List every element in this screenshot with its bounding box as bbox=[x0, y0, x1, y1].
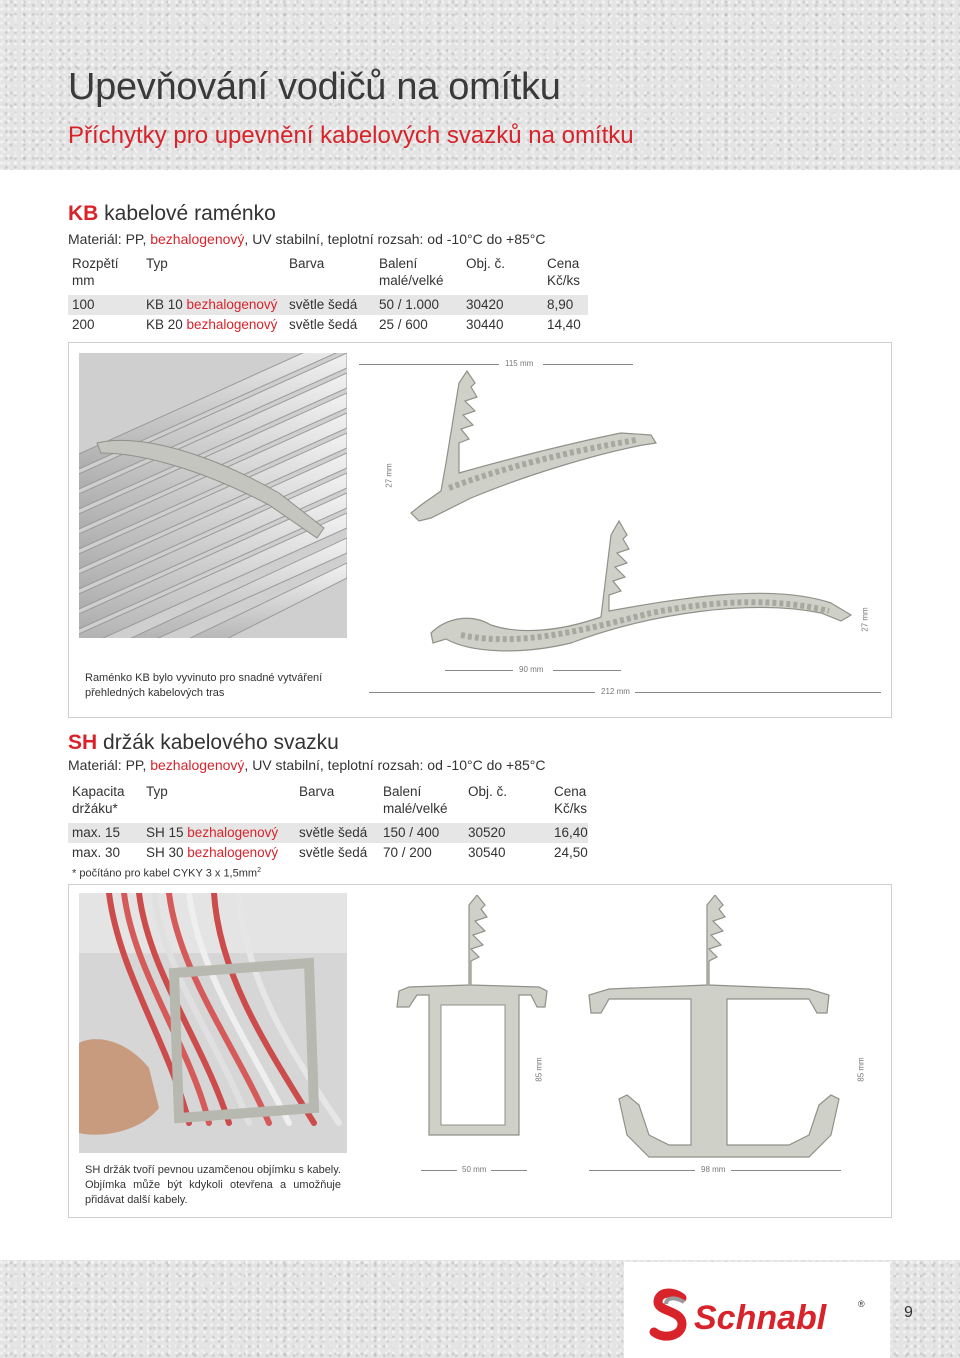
sh-col-type: Typ bbox=[146, 784, 168, 799]
kb-col-pack-l2: malé/velké bbox=[379, 273, 444, 288]
sh-dim-line bbox=[491, 1170, 527, 1171]
kb-photo bbox=[79, 353, 347, 638]
kb-caption: Raménko KB bylo vyvinuto pro snadné vytváření přehledných kabelových tras bbox=[85, 672, 323, 699]
kb-row1-price: 8,90 bbox=[547, 297, 574, 312]
sh-col-price-l1: Cena bbox=[554, 784, 587, 799]
kb-row1-type-code: KB 10 bbox=[146, 297, 183, 312]
kb-col-order: Obj. č. bbox=[466, 256, 506, 271]
kb-dim-line bbox=[369, 692, 595, 693]
kb-col-price-l2: Kč/ks bbox=[547, 273, 581, 288]
kb-dim-27a: 27 mm bbox=[384, 463, 394, 488]
sh-row1-type bbox=[146, 823, 278, 843]
kb-col-span-l1: Rozpětí bbox=[72, 256, 119, 271]
sh-col-price bbox=[554, 783, 587, 817]
sh-col-pack bbox=[383, 783, 448, 817]
kb-material-suffix: , UV stabilní, teplotní rozsah: od -10°C do +85°C bbox=[244, 231, 546, 247]
sh-material bbox=[68, 757, 546, 773]
sh-col-capacity-l2: držáku* bbox=[72, 801, 118, 816]
sh-dim-line bbox=[421, 1170, 457, 1171]
sh-caption: SH držák tvoří pevnou uzamčenou objímku s kabely. Objímka může být kdykoli otevřena a umožňuje přidávat další kabely. bbox=[85, 1164, 341, 1206]
kb-row2-span: 200 bbox=[72, 317, 95, 332]
sh-row2-capacity: max. 30 bbox=[72, 845, 121, 860]
page-subtitle: Příchytky pro upevnění kabelových svazků na omítku bbox=[68, 122, 634, 149]
kb-row2-type-red: bezhalogenový bbox=[186, 317, 278, 332]
kb-photo-image bbox=[79, 353, 347, 638]
sh-product-drawing bbox=[369, 895, 881, 1163]
sh-col-color: Barva bbox=[299, 784, 335, 799]
kb-dim-line bbox=[543, 364, 633, 365]
sh-material-halogen-free: bezhalogenový bbox=[150, 757, 245, 773]
sh-dim-85a: 85 mm bbox=[534, 1057, 544, 1082]
sh-dim-85b: 85 mm bbox=[856, 1057, 866, 1082]
sh-col-price-l2: Kč/ks bbox=[554, 801, 588, 816]
brand-name: Schnabl bbox=[694, 1299, 827, 1337]
sh-photo bbox=[79, 893, 347, 1153]
kb-table bbox=[68, 255, 588, 335]
sh-col-order: Obj. č. bbox=[468, 784, 508, 799]
kb-dim-115: 115 mm bbox=[505, 359, 534, 368]
sh-name: držák kabelového svazku bbox=[97, 731, 339, 754]
sh-footnote-text: * počítáno pro kabel CYKY 3 x 1,5mm bbox=[72, 867, 258, 880]
kb-dim-27b: 27 mm bbox=[860, 607, 870, 632]
kb-dim-90: 90 mm bbox=[519, 665, 544, 674]
kb-dim-line bbox=[359, 364, 499, 365]
kb-material bbox=[68, 231, 546, 247]
table-row bbox=[68, 315, 588, 335]
sh-row1-capacity: max. 15 bbox=[72, 825, 121, 840]
kb-col-span-l2: mm bbox=[72, 273, 95, 288]
sh-material-suffix: , UV stabilní, teplotní rozsah: od -10°C do +85°C bbox=[244, 757, 546, 773]
sh-footnote bbox=[72, 867, 261, 880]
kb-row1-pack: 50 / 1.000 bbox=[379, 297, 440, 312]
kb-dim-212: 212 mm bbox=[601, 687, 630, 696]
sh-col-capacity bbox=[72, 783, 125, 817]
page-number: 9 bbox=[904, 1304, 913, 1321]
sh-row2-type-code: SH 30 bbox=[146, 845, 184, 860]
kb-product-drawing bbox=[351, 363, 881, 693]
page-title: Upevňování vodičů na omítku bbox=[68, 66, 561, 108]
kb-col-pack-l1: Balení bbox=[379, 256, 418, 271]
kb-col-price bbox=[547, 255, 580, 289]
sh-row1-type-red: bezhalogenový bbox=[187, 825, 279, 840]
sh-row2-price: 24,50 bbox=[554, 845, 588, 860]
kb-row2-type-code: KB 20 bbox=[146, 317, 183, 332]
page-header bbox=[0, 0, 960, 170]
sh-col-pack-l1: Balení bbox=[383, 784, 422, 799]
sh-footnote-sup: 2 bbox=[257, 867, 261, 874]
sh-photo-image bbox=[79, 893, 347, 1153]
sh-row1-order: 30520 bbox=[468, 825, 506, 840]
kb-col-pack bbox=[379, 255, 444, 289]
kb-row2-pack: 25 / 600 bbox=[379, 317, 428, 332]
sh-figure bbox=[68, 884, 892, 1218]
sh-col-pack-l2: malé/velké bbox=[383, 801, 448, 816]
kb-col-span bbox=[72, 255, 119, 289]
kb-material-prefix: Materiál: PP, bbox=[68, 231, 151, 247]
kb-col-type: Typ bbox=[146, 256, 168, 271]
sh-col-capacity-l1: Kapacita bbox=[72, 784, 125, 799]
kb-row2-type bbox=[146, 315, 277, 335]
schnabl-logo-icon bbox=[624, 1262, 890, 1358]
kb-code: KB bbox=[68, 202, 99, 225]
sh-row2-order: 30540 bbox=[468, 845, 506, 860]
table-row bbox=[68, 843, 588, 863]
brand-logo bbox=[624, 1262, 890, 1358]
sh-row1-pack: 150 / 400 bbox=[383, 825, 440, 840]
kb-material-halogen-free: bezhalogenový bbox=[150, 231, 245, 247]
kb-dim-line bbox=[445, 670, 513, 671]
sh-material-prefix: Materiál: PP, bbox=[68, 757, 151, 773]
sh-dim-line bbox=[731, 1170, 841, 1171]
kb-dim-line bbox=[635, 692, 881, 693]
kb-row1-type bbox=[146, 295, 277, 315]
kb-row1-color: světle šedá bbox=[289, 297, 358, 312]
kb-row1-type-red: bezhalogenový bbox=[186, 297, 278, 312]
table-row bbox=[68, 823, 588, 843]
sh-row2-color: světle šedá bbox=[299, 845, 368, 860]
sh-dim-line bbox=[589, 1170, 695, 1171]
kb-col-price-l1: Cena bbox=[547, 256, 580, 271]
kb-col-color: Barva bbox=[289, 256, 325, 271]
sh-row1-type-code: SH 15 bbox=[146, 825, 184, 840]
sh-row2-type-red: bezhalogenový bbox=[187, 845, 279, 860]
sh-row2-pack: 70 / 200 bbox=[383, 845, 432, 860]
sh-dim-98: 98 mm bbox=[701, 1165, 726, 1174]
sh-dim-50: 50 mm bbox=[462, 1165, 487, 1174]
kb-row1-order: 30420 bbox=[466, 297, 504, 312]
kb-row2-order: 30440 bbox=[466, 317, 504, 332]
brand-registered: ® bbox=[858, 1299, 865, 1309]
kb-dim-line bbox=[553, 670, 621, 671]
kb-name: kabelové raménko bbox=[98, 202, 276, 225]
sh-row1-price: 16,40 bbox=[554, 825, 588, 840]
sh-table-header bbox=[68, 783, 588, 817]
kb-row1-span: 100 bbox=[72, 297, 95, 312]
kb-figure bbox=[68, 342, 892, 718]
kb-row2-color: světle šedá bbox=[289, 317, 358, 332]
kb-section-heading bbox=[68, 202, 276, 226]
sh-code: SH bbox=[68, 731, 98, 754]
sh-table bbox=[68, 783, 588, 863]
sh-row2-type bbox=[146, 843, 278, 863]
sh-section-heading bbox=[68, 731, 339, 755]
sh-row1-color: světle šedá bbox=[299, 825, 368, 840]
kb-row2-price: 14,40 bbox=[547, 317, 581, 332]
kb-table-header bbox=[68, 255, 588, 289]
table-row bbox=[68, 295, 588, 315]
